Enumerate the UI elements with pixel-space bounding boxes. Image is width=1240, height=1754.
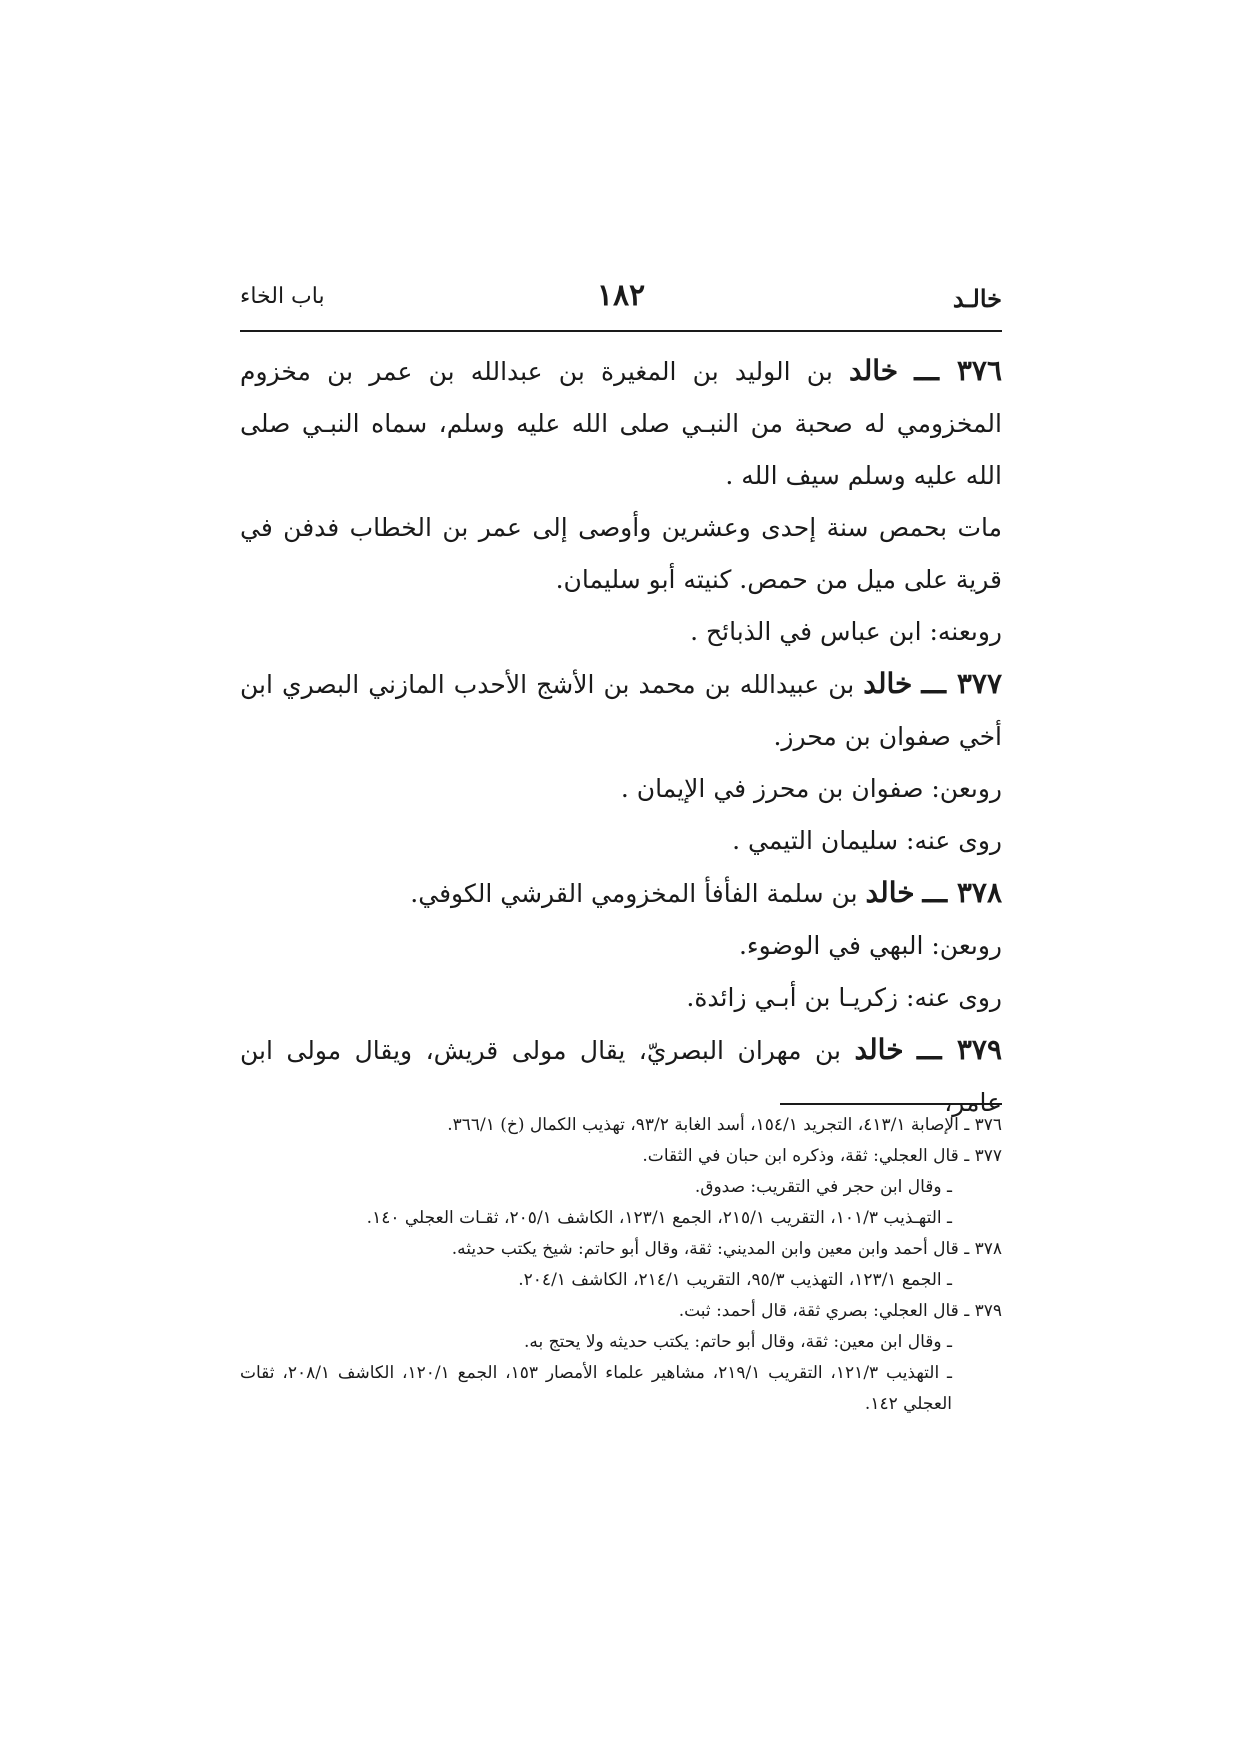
entry-number: ٣٧٧ ـــ — [921, 667, 1002, 700]
entry-text: بن عبيدالله بن محمد بن الأشج الأحدب المازني البصري ابن أخي صفوان بن محرز. — [240, 670, 1002, 751]
entry-376-heading — [240, 345, 1002, 502]
entry-name: خالد — [854, 1033, 904, 1066]
running-head-left: باب الخاء — [240, 284, 325, 309]
main-text — [240, 345, 1002, 1129]
footnote-378: ٣٧٨ ـ قال أحمد وابن معين وابن المديني: ثقة، وقال أبو حاتم: شيخ يكتب حديثه. — [451, 1239, 1002, 1259]
footnote-377-sub: ـ وقال ابن حجر في التقريب: صدوق. — [694, 1177, 952, 1197]
entry-376-narrators: روىعنه: ابن عباس في الذبائح . — [690, 617, 1002, 646]
entry-number: ٣٧٩ ـــ — [917, 1033, 1003, 1066]
entry-number: ٣٧٦ ـــ — [914, 354, 1003, 387]
footnote-376: ٣٧٦ ـ الإصابة ٤١٣/١، التجريد ١٥٤/١، أسد الغابة ٩٣/٢، تهذيب الكمال (خ) ٣٦٦/١. — [447, 1115, 1002, 1135]
footnote-377-sources: ـ التهـذيب ١٠١/٣، التقريب ٢١٥/١، الجمع ١٢٣/١، الكاشف ٢٠٥/١، ثقـات العجلي ١٤٠. — [366, 1208, 952, 1228]
entry-text: بن سلمة الفأفأ المخزومي القرشي الكوفي. — [410, 879, 866, 908]
footnote-379: ٣٧٩ ـ قال العجلي: بصري ثقة، قال أحمد: ثبت. — [678, 1301, 1002, 1321]
entry-378-narrated-from: روىعن: البهي في الوضوء. — [738, 931, 1002, 960]
page-header — [240, 278, 1002, 324]
footnote-377: ٣٧٧ ـ قال العجلي: ثقة، وذكره ابن حبان في الثقات. — [642, 1146, 1002, 1166]
footnote-378-sources: ـ الجمع ١٢٣/١، التهذيب ٩٥/٣، التقريب ٢١٤/١، الكاشف ٢٠٤/١. — [518, 1270, 952, 1290]
entry-name: خالد — [865, 876, 915, 909]
entry-376-death: مات بحمص سنة إحدى وعشرين وأوصى إلى عمر بن الخطاب فدفن في قرية على ميل من حمص. كنيته أبو سليمان. — [240, 513, 1002, 594]
entry-number: ٣٧٨ ـــ — [922, 876, 1002, 909]
running-head-right: خالـد — [952, 284, 1002, 313]
page-number: ١٨٢ — [596, 278, 646, 313]
entry-377-heading — [240, 658, 1002, 763]
footnote-379-sub: ـ وقال ابن معين: ثقة، وقال أبو حاتم: يكتب حديثه ولا يحتج به. — [523, 1332, 952, 1352]
entry-378-heading — [240, 867, 1002, 920]
entry-377-narrated-from: روىعن: صفوان بن محرز في الإيمان . — [620, 774, 1002, 803]
footnotes — [240, 1110, 1002, 1420]
entry-text: بن الوليد بن المغيرة بن عبدالله بن عمر بن مخزوم المخزومي له صحبة من النبـي صلى الله عليه وسلم، سماه النبـي صلى الله عليه وسلم سيف الله . — [240, 357, 1002, 490]
footnote-379-sources: ـ التهذيب ١٢١/٣، التقريب ٢١٩/١، مشاهير علماء الأمصار ١٥٣، الجمع ١٢٠/١، الكاشف ٢٠٨/١، ثقات العجلي ١٤٢. — [240, 1363, 952, 1414]
footnote-rule — [780, 1103, 1002, 1105]
entry-name: خالد — [863, 667, 913, 700]
entry-378-narrators: روى عنه: زكريـا بن أبـي زائدة. — [686, 983, 1002, 1012]
entry-text: بن مهران البصريّ، يقال مولى قريش، ويقال مولى ابن عامر، — [240, 1036, 1002, 1117]
entry-name: خالد — [849, 354, 899, 387]
entry-377-narrators: روى عنه: سليمان التيمي . — [732, 826, 1002, 855]
header-rule — [240, 330, 1002, 332]
